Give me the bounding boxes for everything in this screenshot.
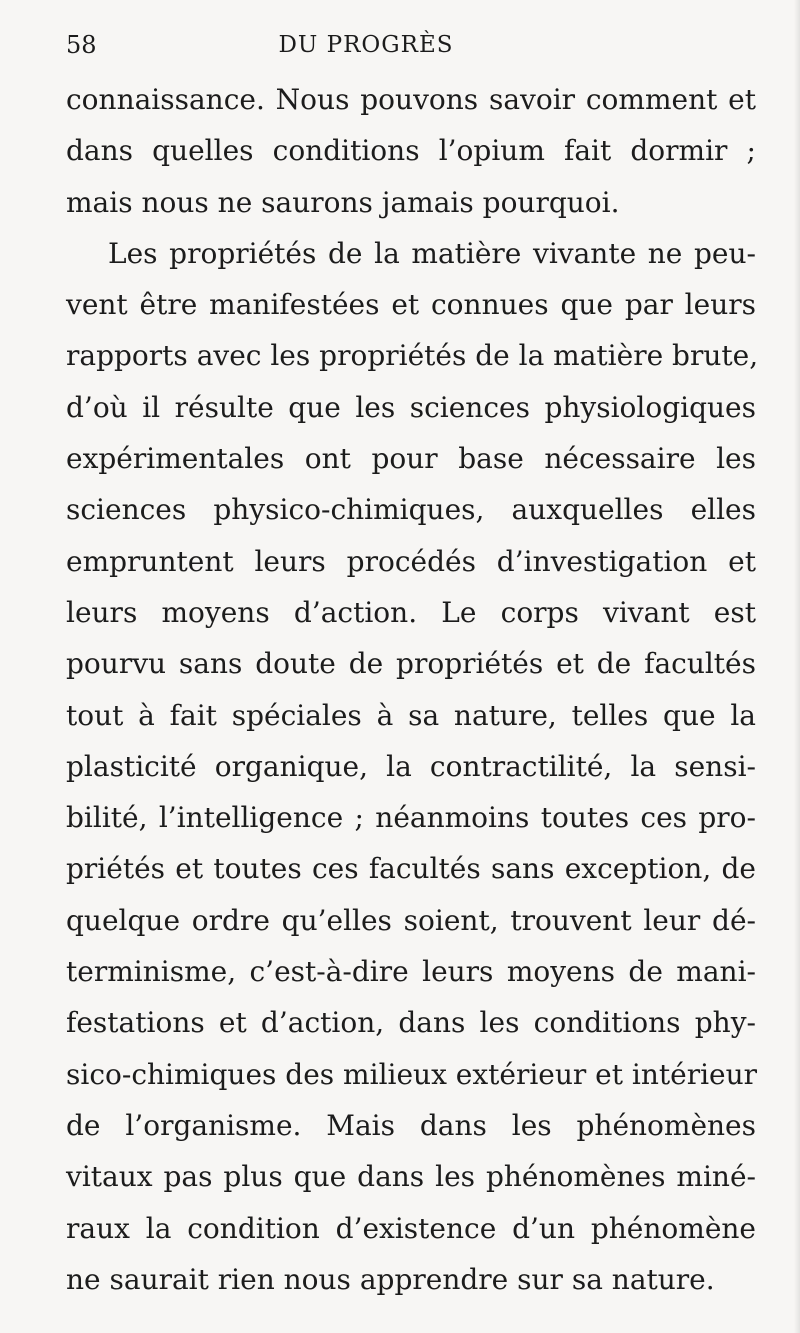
text-line: d’où il résulte que les sciences physiologiques (66, 390, 756, 424)
text-line: priétés et toutes ces facultés sans exception, de (66, 852, 756, 886)
text-line: terminisme, c’est-à-dire leurs moyens de mani- (66, 955, 756, 989)
text-line: quelque ordre qu’elles soient, trouvent leur dé- (66, 903, 756, 937)
text-line: mais nous ne saurons jamais pourquoi. (66, 185, 620, 219)
text-line: empruntent leurs procédés d’investigation et (66, 544, 756, 578)
text-line: sico-chimiques des milieux extérieur et intérieur (66, 1057, 758, 1091)
page-edge-shadow (794, 0, 800, 1333)
text-line: Les propriétés de la matière vivante ne peu- (108, 236, 756, 270)
text-line: de l’organisme. Mais dans les phénomènes (66, 1108, 756, 1142)
text-line: vent être manifestées et connues que par leurs (66, 288, 756, 322)
text-line: raux la condition d’existence d’un phénomène (66, 1211, 756, 1245)
text-line: dans quelles conditions l’opium fait dormir ; (66, 134, 756, 168)
page-number: 58 (66, 31, 97, 59)
text-line: bilité, l’intelligence ; néanmoins toutes ces pro- (66, 801, 756, 835)
text-line: tout à fait spéciales à sa nature, telles que la (66, 698, 756, 732)
text-line: connaissance. Nous pouvons savoir comment et (66, 83, 756, 116)
text-line: sciences physico-chimiques, auxquelles elles (66, 493, 756, 527)
text-line: plasticité organique, la contractilité, la sensi- (66, 749, 756, 783)
body-text (66, 74, 759, 1305)
text-line: rapports avec les propriétés de la matière brute, (66, 339, 759, 373)
running-head (66, 30, 746, 60)
running-title: DU PROGRÈS (278, 32, 454, 58)
text-line: festations et d’action, dans les conditions phy- (66, 1006, 756, 1040)
text-line: ne saurait rien nous apprendre sur sa nature. (66, 1262, 715, 1296)
text-line: vitaux pas plus que dans les phénomènes miné- (66, 1160, 756, 1194)
text-line: leurs moyens d’action. Le corps vivant est (66, 595, 756, 629)
text-line: expérimentales ont pour base nécessaire les (66, 442, 756, 476)
text-line: pourvu sans doute de propriétés et de facultés (66, 647, 756, 681)
